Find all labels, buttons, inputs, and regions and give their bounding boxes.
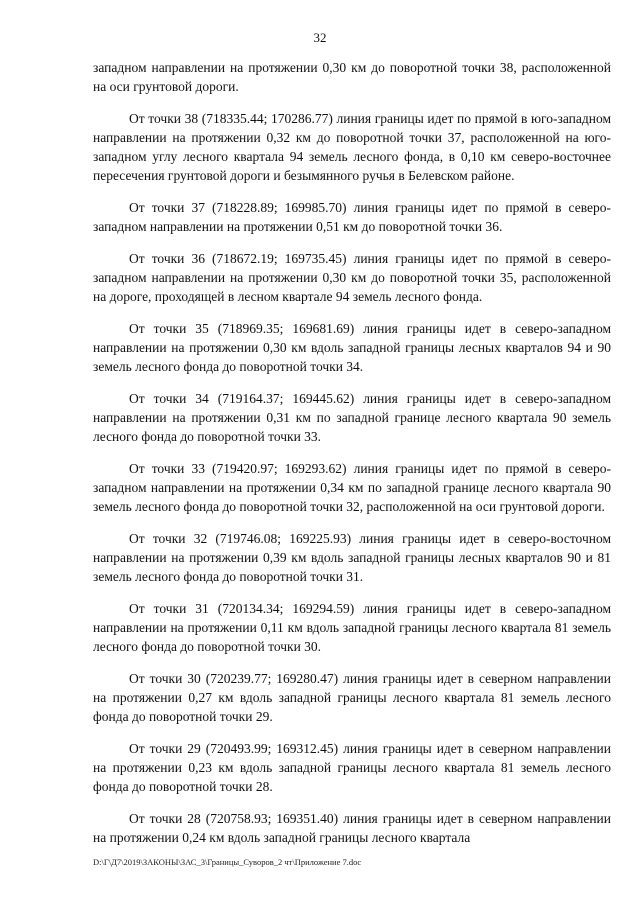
- paragraph-point-37: От точки 37 (718228.89; 169985.70) линия границы идет по прямой в северо-западном направлении на протяжении 0,51 км до поворотной точки 36.: [93, 200, 611, 234]
- document-body: [93, 58, 611, 860]
- paragraph-point-28: От точки 28 (720758.93; 169351.40) линия границы идет в северном направлении на протяжении 0,24 км вдоль западной границы лесного квартала: [93, 811, 611, 845]
- page-number: 32: [313, 30, 327, 45]
- paragraph-continuation: западном направлении на протяжении 0,30 км до поворотной точки 38, расположенной на оси грунтовой дороги.: [93, 60, 611, 94]
- footer-file-path: D:\Г\Д7\2019\ЗАКОНЫ\ЗАС_3\Границы_Суворов_2 чт\Приложение 7.doc: [93, 857, 362, 867]
- paragraph-point-30: От точки 30 (720239.77; 169280.47) линия границы идет в северном направлении на протяжении 0,27 км вдоль западной границы лесного квартала 81 земель лесного фонда до поворотной точки 29.: [93, 671, 611, 724]
- paragraph-point-29: От точки 29 (720493.99; 169312.45) линия границы идет в северном направлении на протяжении 0,23 км вдоль западной границы лесного квартала 81 земель лесного фонда до поворотной точки 28.: [93, 741, 611, 794]
- paragraph-point-32: От точки 32 (719746.08; 169225.93) линия границы идет в северо-восточном направлении на протяжении 0,39 км вдоль западной границы лесных кварталов 90 и 81 земель лесного фонда до поворотной точки 31.: [93, 531, 611, 584]
- paragraph-point-31: От точки 31 (720134.34; 169294.59) линия границы идет в северо-западном направлении на протяжении 0,11 км вдоль западной границы лесного квартала 81 земель лесного фонда до поворотной точки 30.: [93, 601, 611, 654]
- paragraph-point-35: От точки 35 (718969.35; 169681.69) линия границы идет в северо-западном направлении на протяжении 0,30 км вдоль западной границы лесных кварталов 94 и 90 земель лесного фонда до поворотной точки 34.: [93, 321, 611, 374]
- paragraph-point-38: От точки 38 (718335.44; 170286.77) линия границы идет по прямой в юго-западном направлении на протяжении 0,32 км до поворотной точки 37, расположенной на юго-западном углу лесного квартала 94 земель лесного фонда, в 0,10 км северо-восточнее пересечения грунтовой дороги и безымянного ручья в Белевском районе.: [93, 111, 611, 183]
- paragraph-point-33: От точки 33 (719420.97; 169293.62) линия границы идет по прямой в северо-западном направлении на протяжении 0,34 км по западной границе лесного квартала 90 земель лесного фонда до поворотной точки 32, расположенной на оси грунтовой дороги.: [93, 461, 611, 514]
- paragraph-point-34: От точки 34 (719164.37; 169445.62) линия границы идет в северо-западном направлении на протяжении 0,31 км по западной границе лесного квартала 90 земель лесного фонда до поворотной точки 33.: [93, 391, 611, 444]
- paragraph-point-36: От точки 36 (718672.19; 169735.45) линия границы идет по прямой в северо-западном направлении на протяжении 0,30 км до поворотной точки 35, расположенной на дороге, проходящей в лесном квартале 94 земель лесного фонда.: [93, 251, 611, 304]
